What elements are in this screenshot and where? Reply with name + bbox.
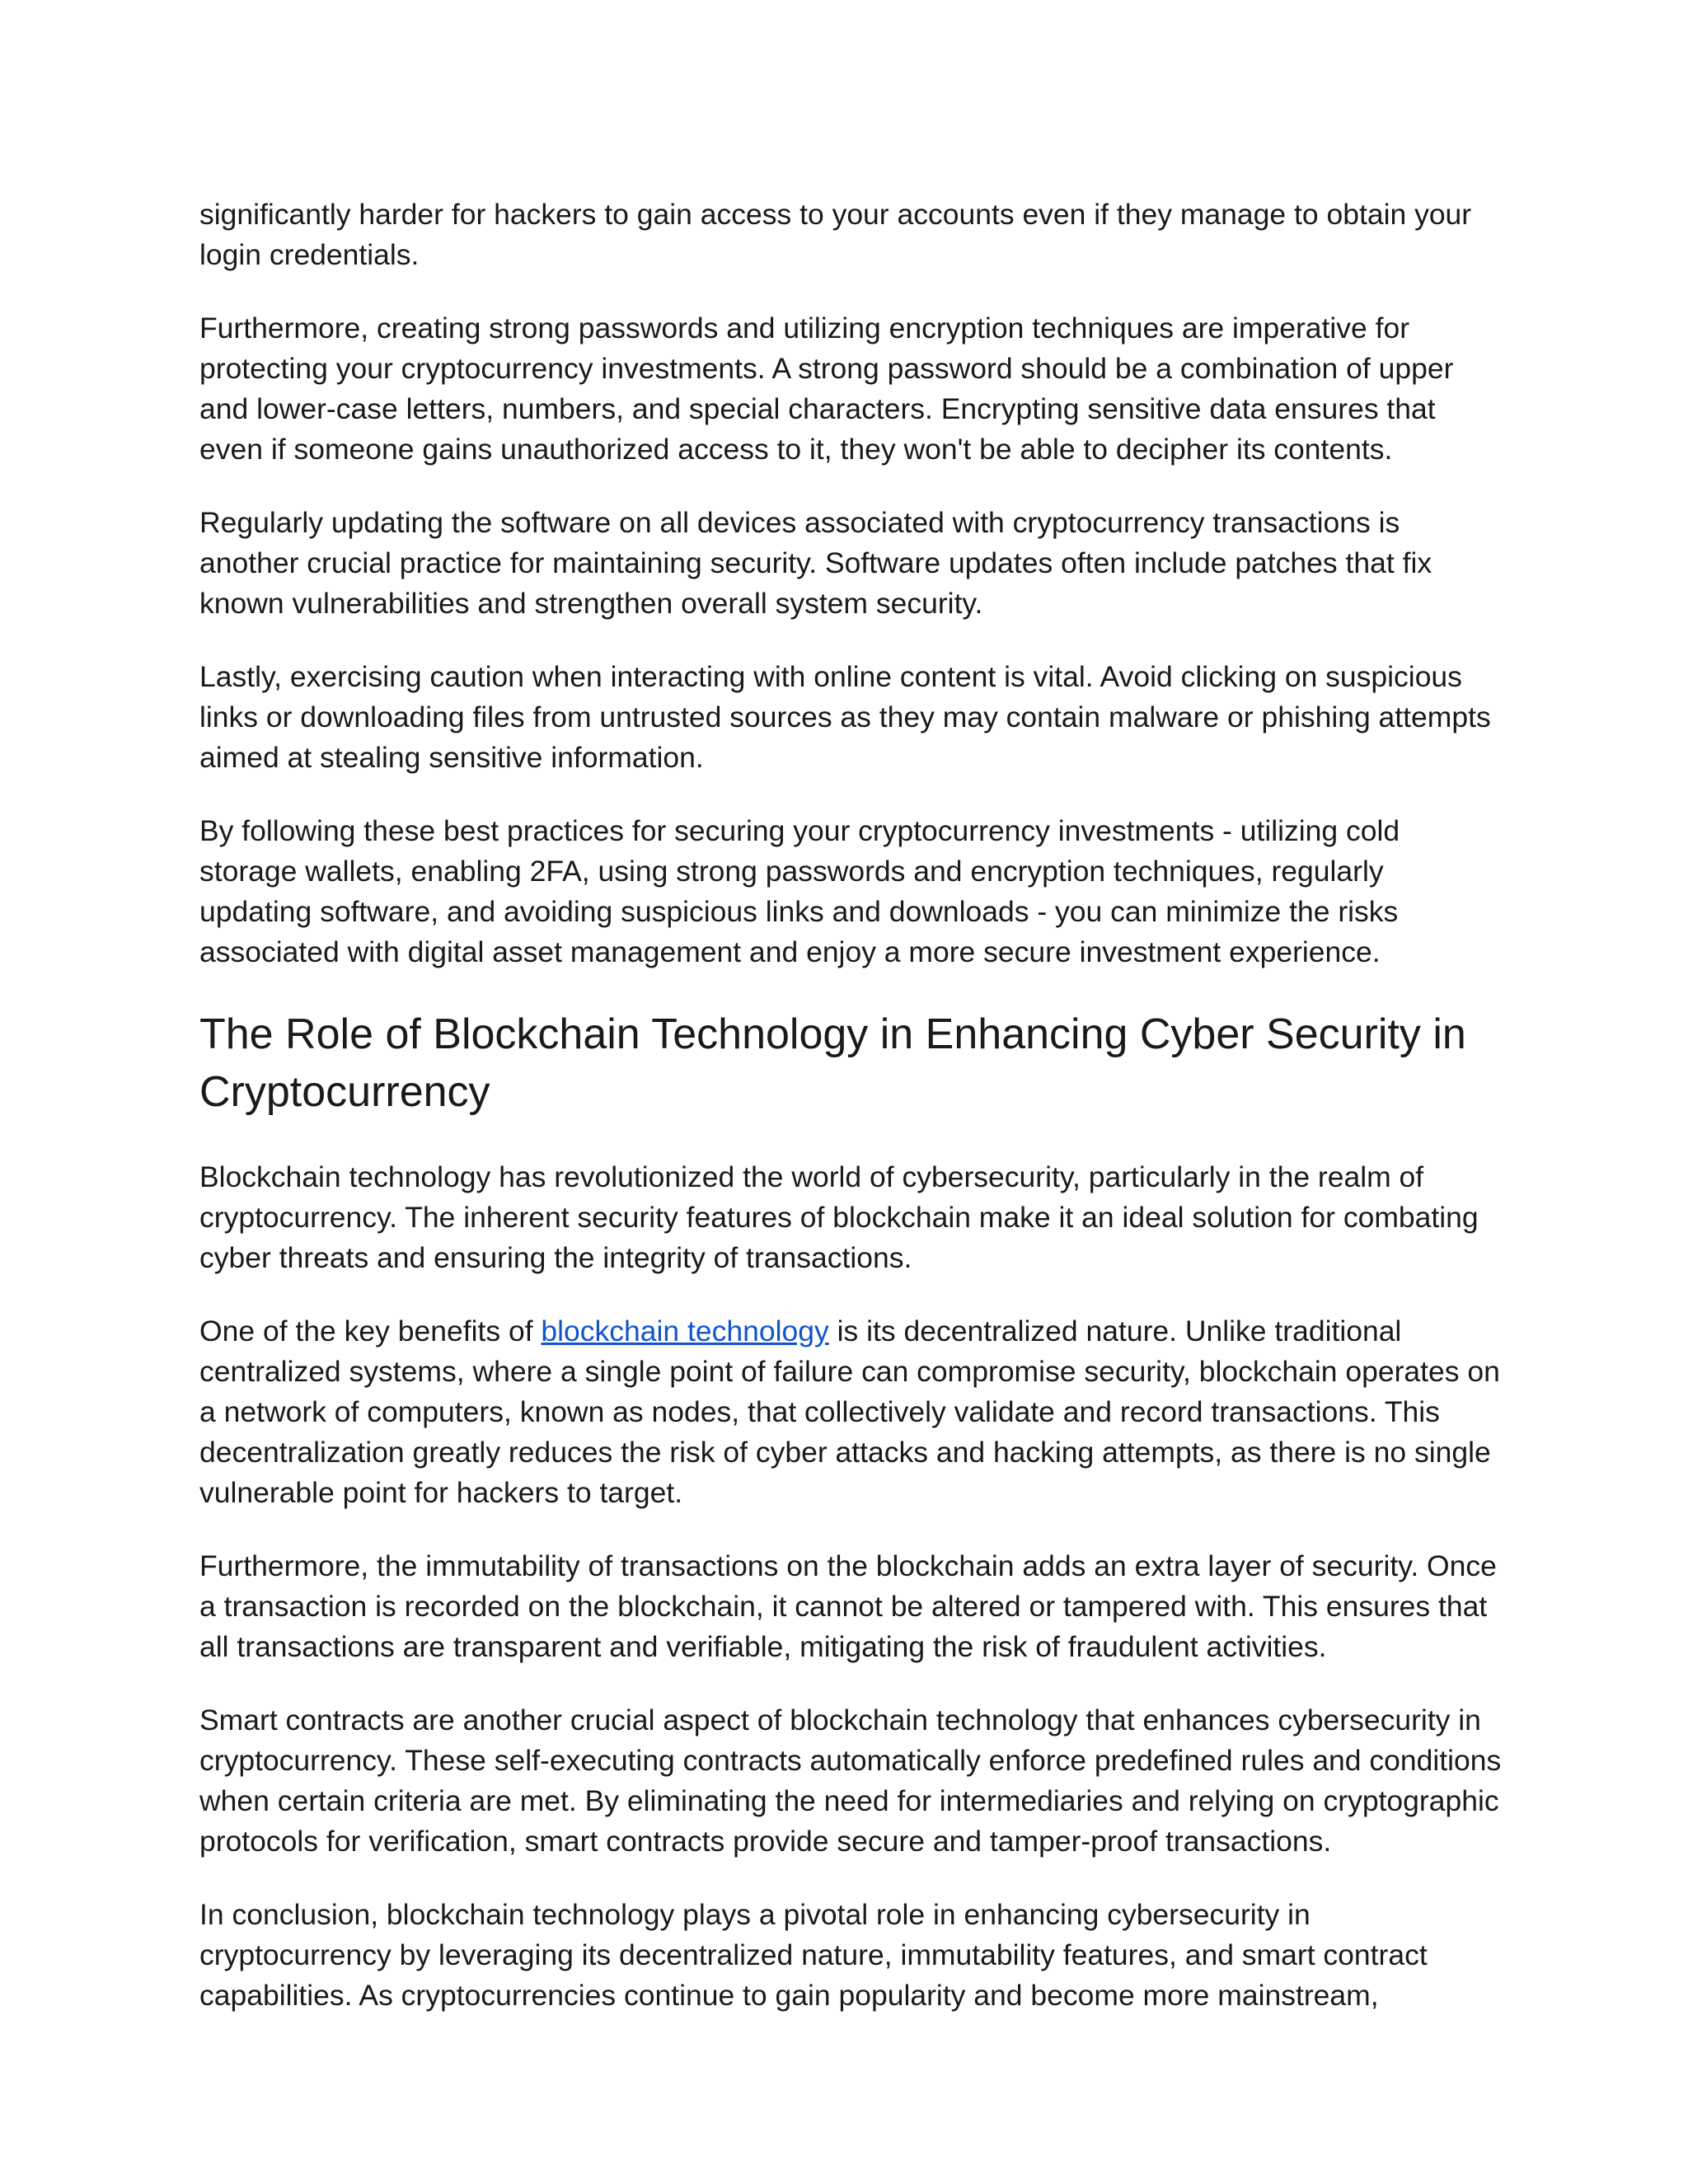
paragraph-smart-contracts: Smart contracts are another crucial aspect of blockchain technology that enhances cybersecurity in cryptocurrency. These self-executing contracts automatically enforce predefined rules and conditions when certain criteria are met. By eliminating the need for intermediaries and relying on cryptographic protocols for verification, smart contracts provide secure and tamper-proof transactions. (199, 1704, 1502, 1858)
paragraph-best-practices-summary: By following these best practices for securing your cryptocurrency investments - utilizing cold storage wallets, enabling 2FA, using strong passwords and encryption techniques, regularly updating software, and avoiding suspicious links and downloads - you can minimize the risks associated with digital asset management and enjoy a more secure investment experience. (199, 814, 1400, 968)
paragraph-software-updates: Regularly updating the software on all devices associated with cryptocurrency transactions is another crucial practice for maintaining security. Software updates often include patches that fix known vulnerabilities and strengthen overall system security. (199, 506, 1432, 620)
paragraph-immutability: Furthermore, the immutability of transactions on the blockchain adds an extra layer of security. Once a transaction is recorded on the blockchain, it cannot be altered or tampered with. This ensures that all transactions are transparent and verifiable, mitigating the risk of fraudulent activities. (199, 1549, 1497, 1663)
paragraph-text-before-link: One of the key benefits of (199, 1315, 542, 1347)
paragraph-online-caution: Lastly, exercising caution when interacting with online content is vital. Avoid clicking on suspicious links or downloading files from untrusted sources as they may contain malware or phishing attempts aimed at stealing sensitive information. (199, 660, 1491, 774)
paragraph-decentralization (199, 1311, 1502, 1513)
paragraph-conclusion: In conclusion, blockchain technology plays a pivotal role in enhancing cybersecurity in cryptocurrency by leveraging its decentralized nature, immutability features, and smart contract capabilities. As cryptocurrencies continue to gain popularity and become more mainstream, (199, 1898, 1428, 2012)
document-page (199, 194, 1502, 2049)
paragraph-mfa-continuation: significantly harder for hackers to gain access to your accounts even if they manage to obtain your login credentials. (199, 198, 1472, 271)
blockchain-technology-link[interactable]: blockchain technology (541, 1315, 829, 1347)
paragraph-strong-passwords: Furthermore, creating strong passwords and utilizing encryption techniques are imperative for protecting your cryptocurrency investments. A strong password should be a combination of upper and lower-case letters, numbers, and special characters. Encrypting sensitive data ensures that even if someone gains unauthorized access to it, they won't be able to decipher its contents. (199, 312, 1454, 466)
paragraph-blockchain-intro: Blockchain technology has revolutionized the world of cybersecurity, particularly in the realm of cryptocurrency. The inherent security features of blockchain make it an ideal solution for combating cyber threats and ensuring the integrity of transactions. (199, 1160, 1479, 1274)
section-heading: The Role of Blockchain Technology in Enhancing Cyber Security in Cryptocurrency (199, 1010, 1466, 1116)
paragraph-text-after-link: is its decentralized nature. Unlike traditional centralized systems, where a single point of failure can compromise security, blockchain operates on a network of computers, known as nodes, that collectively validate and record transactions. This decentralization greatly reduces the risk of cyber attacks and hacking attempts, as there is no single vulnerable point for hackers to target. (199, 1315, 1500, 1509)
